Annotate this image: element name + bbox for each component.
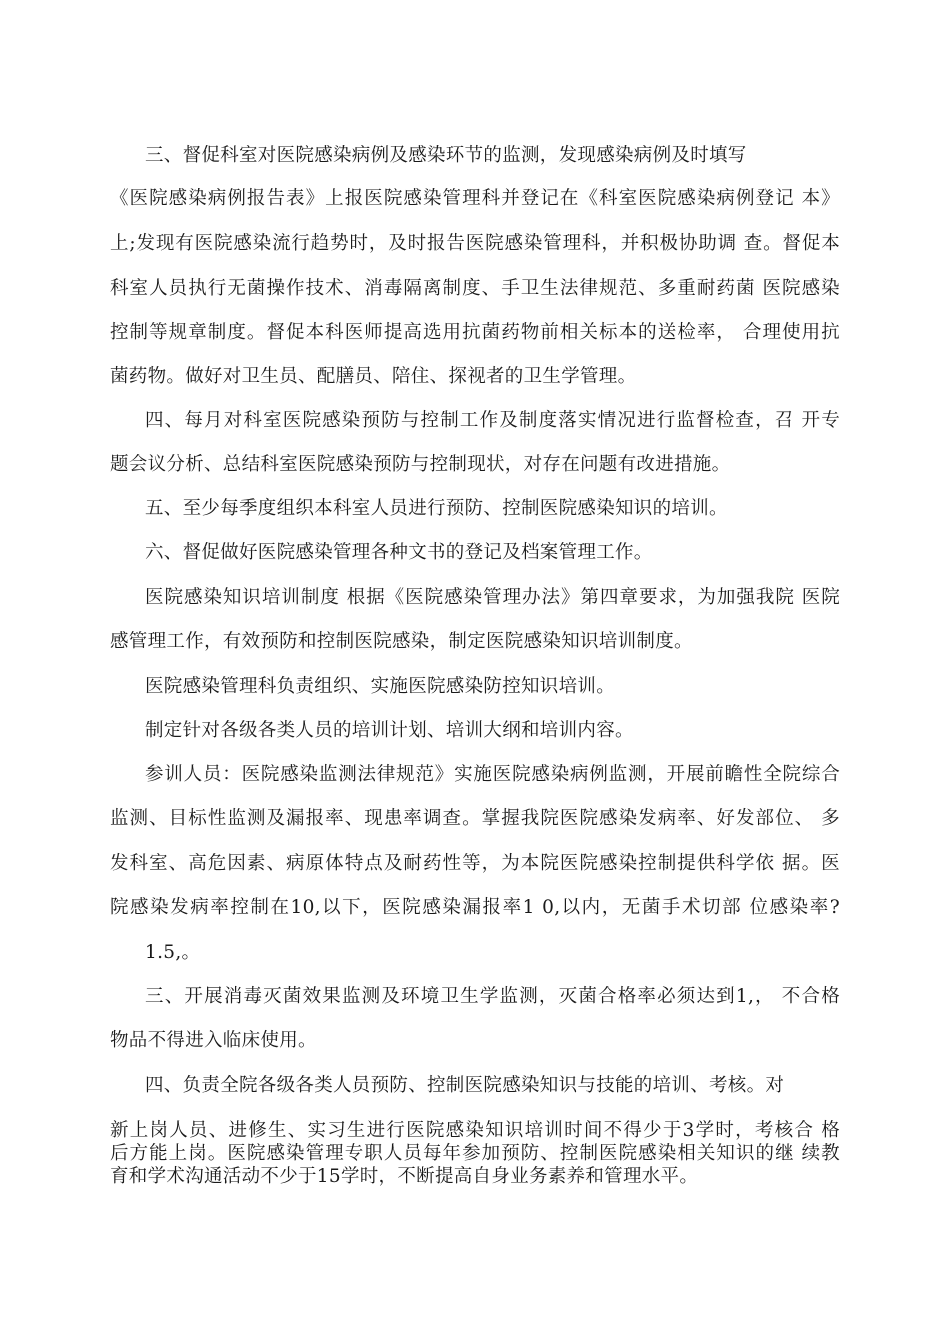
text-line: 控制等规章制度。督促本科医师提高选用抗菌药物前相关标本的送检率， 合理使用抗	[110, 322, 840, 343]
text-line: 院感染发病率控制在10,以下，医院感染漏报率1 0,以内，无菌手术切部 位感染率?	[110, 897, 840, 918]
text-line: 参训人员：医院感染监测法律规范》实施医院感染病例监测，开展前瞻性全院综合	[145, 764, 840, 785]
text-line: 物品不得进入临床使用。	[110, 1030, 317, 1051]
text-line: 新上岗人员、进修生、实习生进行医院感染知识培训时间不得少于3学时，考核合 格	[110, 1120, 840, 1141]
text-line: 育和学术沟通活动不少于15学时，不断提高自身业务素养和管理水平。	[110, 1166, 699, 1187]
text-line: 医院感染管理科负责组织、实施医院感染防控知识培训。	[145, 676, 616, 697]
text-line: 发科室、高危因素、病原体特点及耐药性等，为本院医院感染控制提供科学依 据。医	[110, 853, 840, 874]
text-line: 《医院感染病例报告表》上报医院感染管理科并登记在《科室医院感染病例登记 本》	[110, 188, 840, 209]
text-line: 制定针对各级各类人员的培训计划、培训大纲和培训内容。	[145, 720, 634, 741]
text-line: 监测、目标性监测及漏报率、现患率调查。掌握我院医院感染发病率、好发部位、 多	[110, 808, 840, 829]
text-line: 三、开展消毒灭菌效果监测及环境卫生学监测，灭菌合格率必须达到1,， 不合格	[145, 986, 840, 1007]
text-line: 上;发现有医院感染流行趋势时，及时报告医院感染管理科，并积极协助调 查。督促本	[110, 233, 840, 254]
text-line: 菌药物。做好对卫生员、配膳员、陪住、探视者的卫生学管理。	[110, 366, 637, 387]
text-line: 六、督促做好医院感染管理各种文书的登记及档案管理工作。	[145, 542, 653, 563]
text-line: 1.5,。	[145, 942, 201, 963]
text-line: 题会议分析、总结科室医院感染预防与控制现状，对存在问题有改进措施。	[110, 454, 731, 475]
text-line: 感管理工作，有效预防和控制医院感染，制定医院感染知识培训制度。	[110, 631, 693, 652]
text-line: 三、督促科室对医院感染病例及感染环节的监测，发现感染病例及时填写	[145, 145, 747, 166]
text-line: 四、每月对科室医院感染预防与控制工作及制度落实情况进行监督检查，召 开专	[145, 410, 840, 431]
text-line: 后方能上岗。医院感染管理专职人员每年参加预防、控制医院感染相关知识的继 续教	[110, 1143, 840, 1164]
text-line: 四、负责全院各级各类人员预防、控制医院感染知识与技能的培训、考核。对	[145, 1075, 785, 1096]
text-line: 科室人员执行无菌操作技术、消毒隔离制度、手卫生法律规范、多重耐药菌 医院感染	[110, 278, 840, 299]
text-line: 五、至少每季度组织本科室人员进行预防、控制医院感染知识的培训。	[145, 498, 728, 519]
text-line: 医院感染知识培训制度 根据《医院感染管理办法》第四章要求，为加强我院 医院	[145, 587, 840, 608]
